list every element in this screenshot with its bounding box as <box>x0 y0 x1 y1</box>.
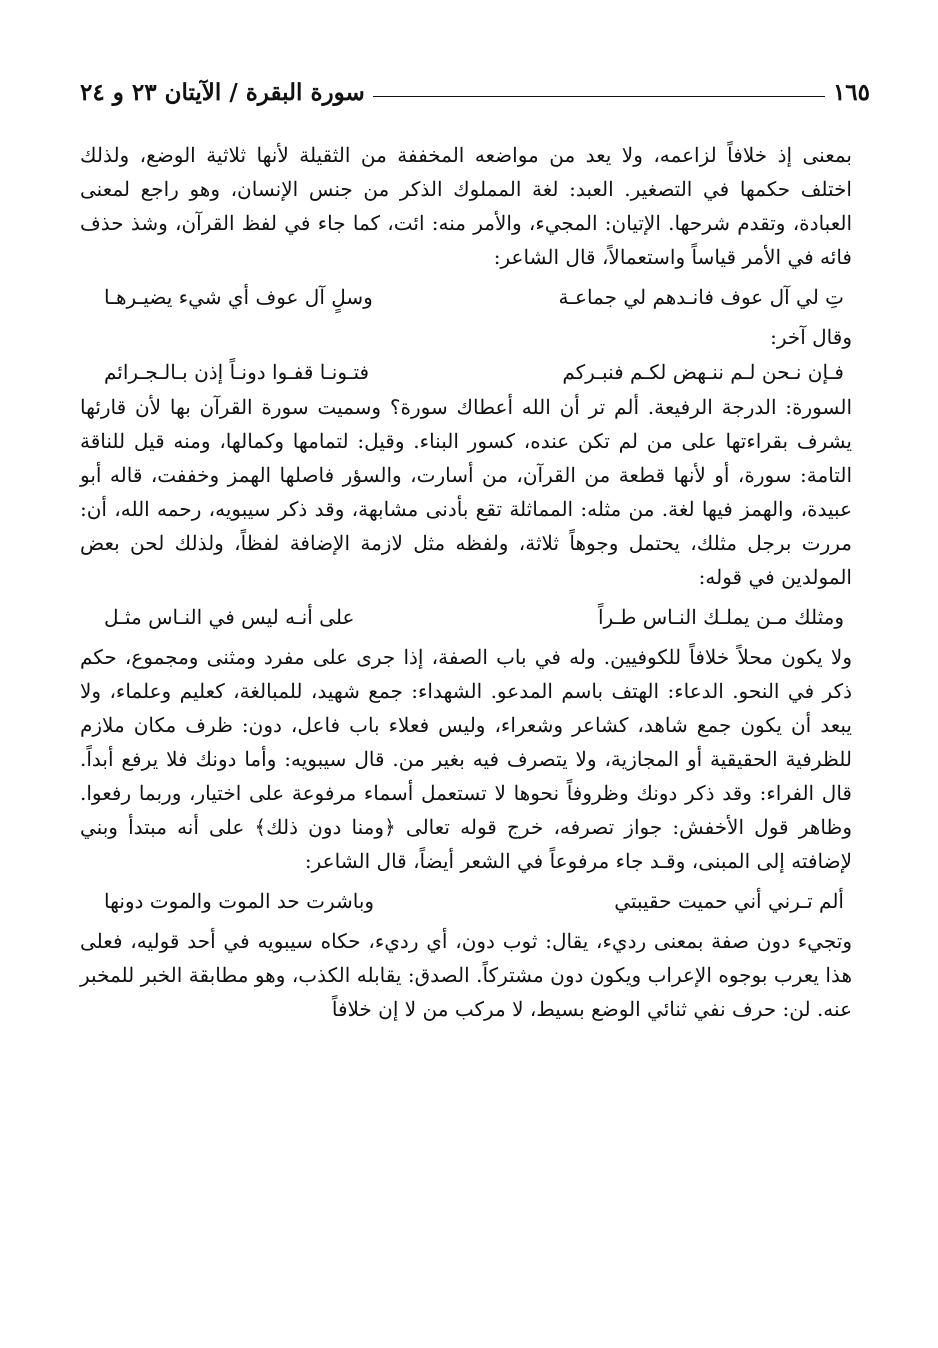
verse-4-second-hemistich: وباشرت حد الموت والموت دونها <box>104 889 375 913</box>
verse-4 <box>80 878 852 924</box>
verse-2-first-hemistich: فـإن نـحن لـم ننـهض لكـم فنبـركم <box>562 360 844 384</box>
verse-2 <box>80 354 852 390</box>
header-rule <box>373 96 825 97</box>
poet-attribution: وقال آخر: <box>770 325 852 349</box>
verse-3-first-hemistich: ومثلك مـن يملـك النـاس طـراً <box>598 605 844 629</box>
verse-4-first-hemistich: ألم تـرني أني حميت حقيبتي <box>614 889 844 913</box>
verse-1-first-hemistich: تِ لي آل عوف فانـدهم لي جماعـة <box>558 285 844 309</box>
page-number: ١٦٥ <box>832 79 870 106</box>
running-title: سورة البقرة / الآيتان ٢٣ و ٢٤ <box>80 79 365 106</box>
paragraph-1: بمعنى إذ خلافاً لزاعمه، ولا يعد من مواضعه المخففة من الثقيلة لأنها ثلاثية الوضع، ولذلك اختلف حكمها في التصغير. العبد: لغة المملوك الذكر من جنس الإنسان، وهو راجع لمعنى العبادة، وتقدم شرحها. الإتيان: المجيء، والأمر منه: ائت، كما جاء في لفظ القرآن، وشذ حذف فائه في الأمر قياساً واستعمالاً، قال الشاعر: <box>80 143 852 269</box>
body-text <box>80 138 852 1026</box>
verse-1-second-hemistich: وسلٍ آل عوف أي شيء يضيـرهـا <box>104 285 373 309</box>
paragraph-2: السورة: الدرجة الرفيعة. ألم تر أن الله أعطاك سورة؟ وسميت سورة القرآن بها لأن قارئها يشرف بقراءتها على من لم تكن عنده، كسور البناء. وقيل: لتمامها وكمالها، ومنه قيل للناقة التامة: سورة، أو لأنها قطعة من القرآن، من أسارت، والسؤر فاصلها الهمز وخففت، قاله أبو عبيدة، والهمز فيها لغة. من مثله: المماثلة تقع بأدنى مشابهة، وقد ذكر سيبويه، رحمه الله، أن: مررت برجل مثلك، يحتمل وجوهاً ثلاثة، ولفظه مثل لازمة الإضافة لفظاً، ولذلك لحن بعض المولدين في قوله: <box>80 395 852 589</box>
paragraph-3: ولا يكون محلاً خلافاً للكوفيين. وله في باب الصفة، إذا جرى على مفرد ومثنى ومجموع، حكم ذكر في النحو. الدعاء: الهتف باسم المدعو. الشهداء: جمع شهيد، للمبالغة، كعليم وعلماء، ولا يبعد أن يكون جمع شاهد، كشاعر وشعراء، وليس فعلاء باب فاعل، دون: ظرف مكان ملازم للظرفية الحقيقية أو المجازية، ولا يتصرف فيه بغير من. قال سيبويه: وأما دونك فلا يرفع أبداً. قال الفراء: وقد ذكر دونك وظروفاً نحوها لا تستعمل أسماء مرفوعة على اختيار، وربما رفعوا. وظاهر قول الأخفش: جواز تصرفه، خرج قوله تعالى ﴿ومنا دون ذلك﴾ على أنه مبتدأ وبني لإضافته إلى المبنى، وقـد جاء مرفوعاً في الشعر أيضاً، قال الشاعر: <box>80 645 852 873</box>
verse-1 <box>80 274 852 320</box>
paragraph-4: وتجيء دون صفة بمعنى رديء، يقال: ثوب دون، أي رديء، حكاه سيبويه في أحد قوليه، فعلى هذا يعرب بوجوه الإعراب ويكون دون مشتركاً. الصدق: يقابله الكذب، وهو مطابقة الخبر للمخبر عنه. لن: حرف نفي ثنائي الوضع بسيط، لا مركب من لا إن خلافاً <box>80 929 852 1021</box>
verse-2-second-hemistich: فتـونـا قفـوا دونـاً إذن بـالـجـرائم <box>104 360 370 384</box>
verse-3-second-hemistich: على أنـه ليس في النـاس مثـل <box>104 605 355 629</box>
page-header <box>80 66 870 106</box>
verse-3 <box>80 594 852 640</box>
